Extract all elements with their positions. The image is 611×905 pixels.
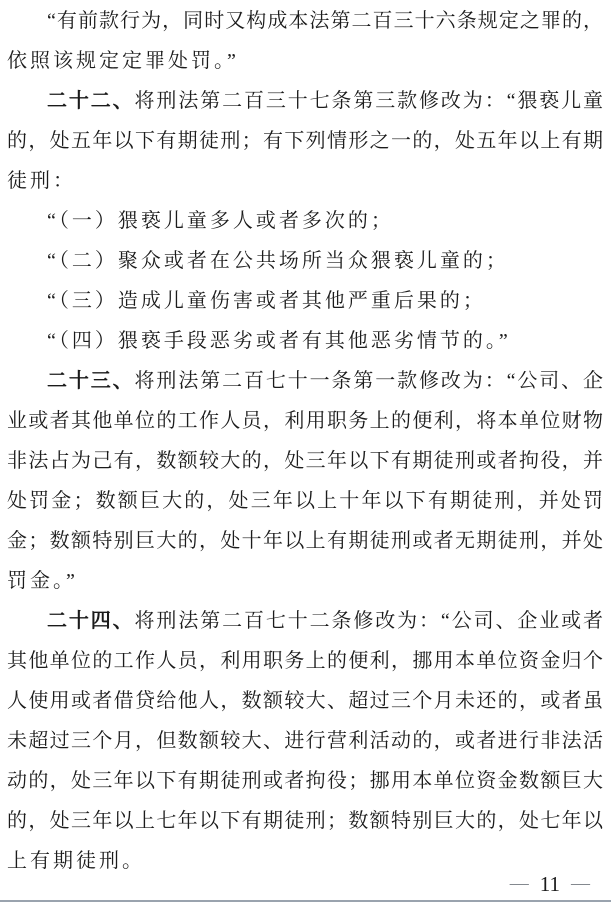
text-line: 徒刑： bbox=[7, 170, 76, 192]
text-line: 非法占为己有，数额较大的，处三年以下有期徒刑或者拘役，并 bbox=[7, 450, 603, 472]
text-line bbox=[7, 81, 603, 121]
section-number: 二十三、 bbox=[47, 370, 135, 392]
text-line: 其他单位的工作人员，利用职务上的便利，挪用本单位资金归个 bbox=[7, 650, 603, 672]
text-line: “（一）猥亵儿童多人或者多次的； bbox=[47, 210, 394, 232]
text-line: “（二）聚众或者在公共场所当众猥亵儿童的； bbox=[47, 250, 509, 272]
list-item bbox=[7, 201, 603, 241]
text-run: 将刑法第二百七十一条第一款修改为：“公司、企 bbox=[134, 370, 603, 392]
text-run: 将刑法第二百三十七条第三款修改为：“猥亵儿童 bbox=[134, 90, 603, 112]
text-line: 罚金。” bbox=[7, 570, 78, 592]
text-line: “（四）猥亵手段恶劣或者有其他恶劣情节的。” bbox=[47, 330, 511, 352]
text-line: “（三）造成儿童伤害或者其他严重后果的； bbox=[47, 290, 486, 312]
text-line: “有前款行为，同时又构成本法第二百三十六条规定之罪的， bbox=[47, 10, 603, 32]
text-line: 上有期徒刑。 bbox=[7, 850, 145, 872]
page-number bbox=[510, 873, 590, 896]
section-number: 二十二、 bbox=[47, 90, 135, 112]
paragraph bbox=[7, 601, 603, 881]
text-line bbox=[7, 601, 603, 641]
text-line: 处罚金；数额巨大的，处三年以上十年以下有期徒刑，并处罚 bbox=[7, 490, 603, 512]
page-number-value: 11 bbox=[539, 872, 560, 896]
text-line: 的，处五年以下有期徒刑；有下列情形之一的，处五年以上有期 bbox=[7, 130, 603, 152]
paragraph bbox=[7, 361, 603, 601]
paragraph bbox=[7, 81, 603, 201]
list-item bbox=[7, 241, 603, 281]
page-bottom-rule bbox=[0, 900, 611, 902]
page-number-dash-left: — bbox=[509, 873, 529, 894]
page-number-dash-right: — bbox=[571, 873, 590, 894]
text-line: 的，处三年以上七年以下有期徒刑；数额特别巨大的，处七年以 bbox=[7, 810, 603, 832]
text-line: 依照该规定定罪处罚。” bbox=[7, 50, 239, 72]
text-line: 金；数额特别巨大的，处十年以上有期徒刑或者无期徒刑，并处 bbox=[7, 530, 603, 552]
list-item bbox=[7, 321, 603, 361]
text-line bbox=[7, 361, 603, 401]
text-run: 将刑法第二百七十二条修改为：“公司、企业或者 bbox=[134, 610, 603, 632]
list-item bbox=[7, 281, 603, 321]
section-number: 二十四、 bbox=[47, 610, 135, 632]
text-line: 业或者其他单位的工作人员，利用职务上的便利，将本单位财物 bbox=[7, 410, 603, 432]
text-line: 人使用或者借贷给他人，数额较大、超过三个月未还的，或者虽 bbox=[7, 690, 603, 712]
paragraph bbox=[7, 1, 603, 81]
text-line: 未超过三个月，但数额较大、进行营利活动的，或者进行非法活 bbox=[7, 730, 603, 752]
text-line: 动的，处三年以下有期徒刑或者拘役；挪用本单位资金数额巨大 bbox=[7, 770, 603, 792]
